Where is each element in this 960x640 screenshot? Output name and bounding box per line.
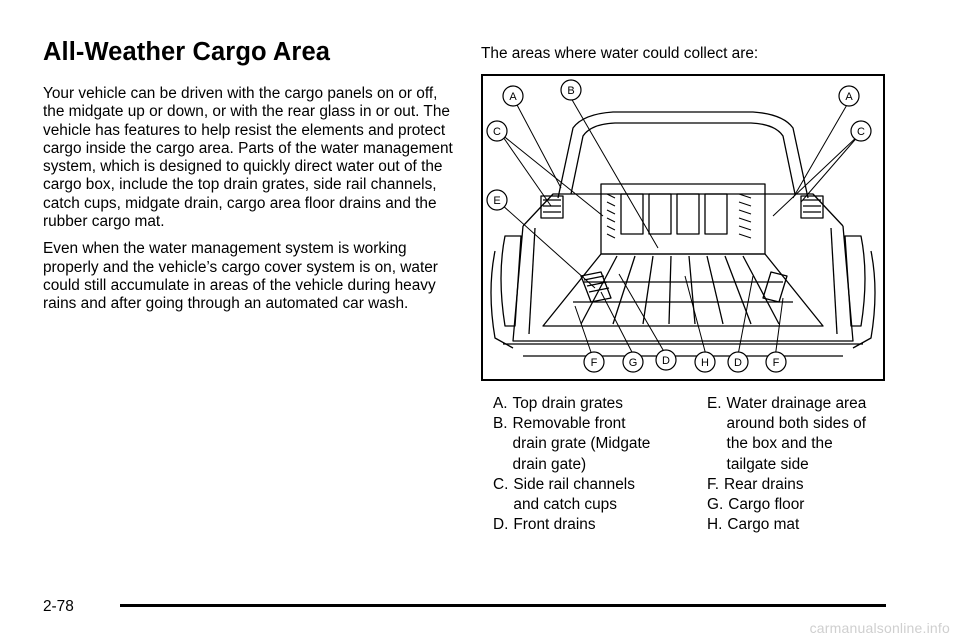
legend-text: Cargo mat — [727, 516, 800, 534]
legend-left-column — [493, 394, 698, 535]
paragraph: Your vehicle can be driven with the cargo panels on or off, the midgate up or down, or with the rear glass in or out. The vehicle has features to help resist the elements and protect cargo inside the cargo area. Parts of the water management system, which is designed to quickly direct water out of the cargo box, include the top drain grates, side rail channels, catch cups, midgate drain, cargo area floor drains and the rubber cargo mat. — [43, 85, 453, 231]
callout-label: H — [701, 357, 709, 369]
callout-label: C — [493, 126, 501, 138]
callout-label: C — [857, 126, 865, 138]
legend-key: G. — [707, 496, 724, 514]
callout-label: D — [662, 355, 670, 367]
legend-item — [707, 515, 887, 535]
watermark: carmanualsonline.info — [809, 620, 950, 636]
callout-label: A — [509, 91, 517, 103]
legend-key: E. — [707, 395, 722, 412]
legend-text: Cargo floor — [728, 496, 805, 514]
legend-text: Removable front drain grate (Midgate drain gate) — [512, 415, 651, 473]
legend-key: B. — [493, 415, 508, 433]
figure-intro: The areas where water could collect are: — [481, 45, 759, 62]
body-text — [43, 85, 455, 323]
legend-text: Front drains — [513, 516, 596, 534]
callout-label: F — [772, 357, 780, 369]
legend-right-column — [707, 394, 887, 535]
legend-item — [493, 515, 698, 535]
page-number: 2-78 — [43, 598, 74, 615]
legend-text: Water drainage area around both sides of the box and the tailgate side — [726, 395, 867, 473]
legend-item — [707, 475, 887, 495]
legend-item — [493, 475, 698, 515]
cargo-area-illustration — [483, 76, 883, 379]
legend-key: F. — [707, 475, 719, 493]
page-heading: All-Weather Cargo Area — [43, 38, 331, 66]
legend-key: A. — [493, 395, 508, 412]
legend-text: Rear drains — [723, 475, 804, 493]
callout-label: E — [493, 195, 501, 207]
legend-key: D. — [493, 516, 509, 534]
legend-key: C. — [493, 475, 509, 493]
callout-label: A — [845, 91, 853, 103]
callout-label: B — [567, 85, 575, 97]
paragraph: Even when the water management system is working properly and the vehicle’s cargo cover system is on, water could still accumulate in areas of the vehicle during heavy rains and after going through an automated car wash. — [43, 240, 438, 313]
callout-label: D — [734, 357, 742, 369]
legend-item — [707, 495, 887, 515]
legend-text: Side rail channels and catch cups — [513, 475, 635, 514]
footer-rule — [120, 604, 886, 607]
legend-item — [707, 394, 887, 475]
legend-key: H. — [707, 516, 723, 534]
legend-item — [493, 394, 698, 414]
cargo-area-diagram — [481, 74, 885, 381]
legend-item — [493, 414, 698, 475]
legend-text: Top drain grates — [512, 395, 623, 412]
callout-label: G — [628, 357, 638, 369]
callout-label: F — [590, 357, 598, 369]
